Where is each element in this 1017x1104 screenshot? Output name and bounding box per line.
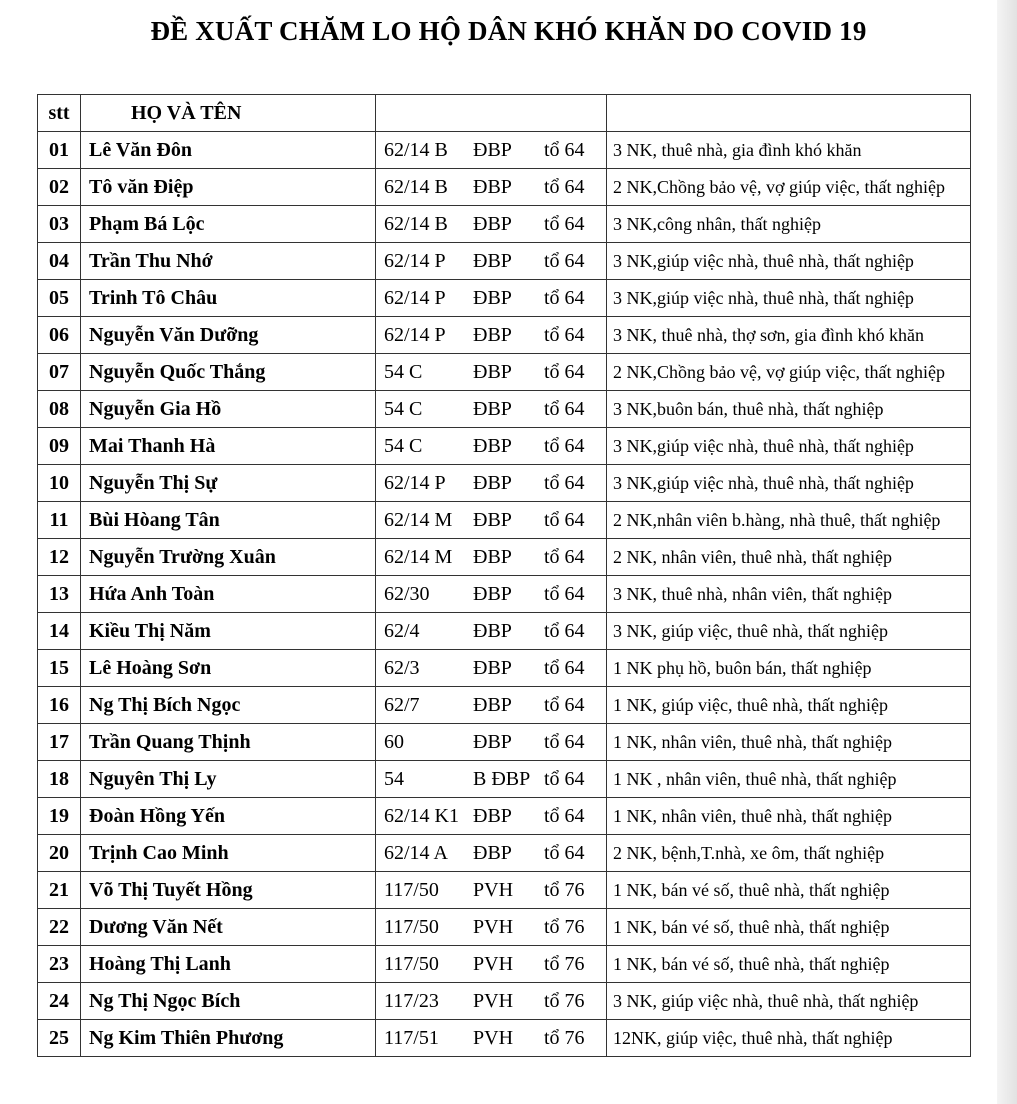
row-name: Mai Thanh Hà	[81, 428, 376, 465]
row-house-number: 60	[384, 730, 404, 753]
row-address	[376, 465, 607, 502]
row-note: 2 NK,Chồng bảo vệ, vợ giúp việc, thất nghiệp	[607, 354, 971, 391]
row-group: tổ 64	[544, 360, 585, 383]
row-group: tổ 64	[544, 508, 585, 531]
row-address	[376, 909, 607, 946]
row-house-number: 62/14 M	[384, 545, 453, 568]
row-stt: 07	[38, 354, 81, 391]
row-stt: 05	[38, 280, 81, 317]
row-note: 3 NK, thuê nhà, nhân viên, thất nghiệp	[607, 576, 971, 613]
table-row	[38, 983, 971, 1020]
row-note: 1 NK , nhân viên, thuê nhà, thất nghiệp	[607, 761, 971, 798]
row-street: ĐBP	[473, 360, 512, 383]
row-house-number: 62/30	[384, 582, 430, 605]
row-house-number: 62/14 B	[384, 212, 448, 235]
table-row	[38, 539, 971, 576]
table-row	[38, 724, 971, 761]
row-name: Nguyễn Gia Hồ	[81, 391, 376, 428]
row-note: 3 NK, thuê nhà, thợ sơn, gia đình khó khăn	[607, 317, 971, 354]
row-address	[376, 502, 607, 539]
table-row	[38, 1020, 971, 1057]
row-house-number: 62/14 P	[384, 471, 446, 494]
row-house-number: 62/14 P	[384, 286, 446, 309]
row-address	[376, 872, 607, 909]
row-street: PVH	[473, 989, 514, 1012]
header-address	[376, 95, 607, 132]
row-street: ĐBP	[473, 730, 512, 753]
table-row	[38, 354, 971, 391]
row-note: 1 NK, nhân viên, thuê nhà, thất nghiệp	[607, 724, 971, 761]
row-stt: 24	[38, 983, 81, 1020]
row-group: tổ 64	[544, 767, 585, 790]
row-house-number: 54 C	[384, 434, 423, 457]
row-address	[376, 132, 607, 169]
row-street: ĐBP	[473, 582, 512, 605]
row-group: tổ 64	[544, 841, 585, 864]
table-row	[38, 280, 971, 317]
row-address	[376, 687, 607, 724]
row-group: tổ 76	[544, 952, 585, 975]
row-note: 3 NK, giúp việc nhà, thuê nhà, thất nghiệp	[607, 983, 971, 1020]
row-address	[376, 576, 607, 613]
row-name: Võ Thị Tuyết Hồng	[81, 872, 376, 909]
row-group: tổ 76	[544, 1026, 585, 1049]
row-house-number: 62/14 P	[384, 323, 446, 346]
row-name: Nguyên Thị Ly	[81, 761, 376, 798]
row-stt: 15	[38, 650, 81, 687]
table-row	[38, 946, 971, 983]
row-group: tổ 64	[544, 212, 585, 235]
row-stt: 18	[38, 761, 81, 798]
row-street: ĐBP	[473, 804, 512, 827]
row-group: tổ 64	[544, 434, 585, 457]
row-house-number: 62/14 B	[384, 175, 448, 198]
row-name: Kiều Thị Năm	[81, 613, 376, 650]
row-address	[376, 1020, 607, 1057]
row-stt: 23	[38, 946, 81, 983]
table-row	[38, 687, 971, 724]
row-stt: 11	[38, 502, 81, 539]
row-group: tổ 64	[544, 286, 585, 309]
row-stt: 14	[38, 613, 81, 650]
row-address	[376, 798, 607, 835]
row-street: ĐBP	[473, 508, 512, 531]
row-group: tổ 64	[544, 397, 585, 420]
row-stt: 01	[38, 132, 81, 169]
row-street: ĐBP	[473, 323, 512, 346]
row-note: 2 NK,Chồng bảo vệ, vợ giúp việc, thất nghiệp	[607, 169, 971, 206]
row-note: 1 NK, giúp việc, thuê nhà, thất nghiệp	[607, 687, 971, 724]
row-house-number: 62/14 K1	[384, 804, 459, 827]
row-group: tổ 64	[544, 138, 585, 161]
row-house-number: 54 C	[384, 360, 423, 383]
row-street: PVH	[473, 952, 514, 975]
row-stt: 04	[38, 243, 81, 280]
table-header-row	[38, 95, 971, 132]
row-house-number: 117/50	[384, 915, 439, 938]
row-street: ĐBP	[473, 397, 512, 420]
row-name: Lê Hoàng Sơn	[81, 650, 376, 687]
row-address	[376, 243, 607, 280]
header-stt: stt	[38, 95, 81, 132]
row-street: ĐBP	[473, 175, 512, 198]
row-stt: 16	[38, 687, 81, 724]
row-street: ĐBP	[473, 434, 512, 457]
row-name: Ng Thị Bích Ngọc	[81, 687, 376, 724]
row-note: 1 NK, bán vé số, thuê nhà, thất nghiệp	[607, 909, 971, 946]
row-street: B ĐBP	[473, 767, 531, 790]
row-group: tổ 64	[544, 323, 585, 346]
table-row	[38, 909, 971, 946]
row-note: 3 NK,công nhân, thất nghiệp	[607, 206, 971, 243]
row-house-number: 62/14 M	[384, 508, 453, 531]
table-row	[38, 650, 971, 687]
header-name: HỌ VÀ TÊN	[81, 95, 376, 132]
table-row	[38, 391, 971, 428]
row-name: Ng Thị Ngọc Bích	[81, 983, 376, 1020]
table-row	[38, 169, 971, 206]
row-note: 3 NK,giúp việc nhà, thuê nhà, thất nghiệp	[607, 428, 971, 465]
row-street: PVH	[473, 915, 514, 938]
row-name: Nguyễn Văn Dưỡng	[81, 317, 376, 354]
table-row	[38, 428, 971, 465]
document-title: ĐỀ XUẤT CHĂM LO HỘ DÂN KHÓ KHĂN DO COVID 19	[150, 16, 867, 46]
row-name: Trịnh Cao Minh	[81, 835, 376, 872]
row-house-number: 62/14 B	[384, 138, 448, 161]
row-name: Bùi Hòang Tân	[81, 502, 376, 539]
row-house-number: 62/3	[384, 656, 420, 679]
row-note: 2 NK,nhân viên b.hàng, nhà thuê, thất nghiệp	[607, 502, 971, 539]
row-address	[376, 835, 607, 872]
row-house-number: 117/50	[384, 952, 439, 975]
row-stt: 09	[38, 428, 81, 465]
row-name: Hoàng Thị Lanh	[81, 946, 376, 983]
row-group: tổ 76	[544, 878, 585, 901]
row-street: ĐBP	[473, 286, 512, 309]
row-name: Nguyễn Quốc Thắng	[81, 354, 376, 391]
row-stt: 08	[38, 391, 81, 428]
row-stt: 12	[38, 539, 81, 576]
row-house-number: 62/14 A	[384, 841, 448, 864]
row-house-number: 117/50	[384, 878, 439, 901]
row-street: ĐBP	[473, 212, 512, 235]
row-house-number: 62/7	[384, 693, 420, 716]
row-address	[376, 539, 607, 576]
row-note: 3 NK,buôn bán, thuê nhà, thất nghiệp	[607, 391, 971, 428]
row-note: 1 NK phụ hồ, buôn bán, thất nghiệp	[607, 650, 971, 687]
row-street: ĐBP	[473, 249, 512, 272]
row-name: Nguyễn Thị Sự	[81, 465, 376, 502]
row-address	[376, 613, 607, 650]
row-note: 1 NK, bán vé số, thuê nhà, thất nghiệp	[607, 872, 971, 909]
row-name: Đoàn Hồng Yến	[81, 798, 376, 835]
row-address	[376, 391, 607, 428]
row-address	[376, 169, 607, 206]
table-row	[38, 206, 971, 243]
row-address	[376, 206, 607, 243]
row-name: Phạm Bá Lộc	[81, 206, 376, 243]
row-group: tổ 64	[544, 804, 585, 827]
row-note: 1 NK, bán vé số, thuê nhà, thất nghiệp	[607, 946, 971, 983]
row-house-number: 54	[384, 767, 404, 790]
row-street: ĐBP	[473, 841, 512, 864]
row-address	[376, 650, 607, 687]
row-address	[376, 280, 607, 317]
row-house-number: 62/4	[384, 619, 420, 642]
row-street: ĐBP	[473, 138, 512, 161]
row-street: ĐBP	[473, 471, 512, 494]
row-stt: 02	[38, 169, 81, 206]
row-note: 2 NK, bệnh,T.nhà, xe ôm, thất nghiệp	[607, 835, 971, 872]
household-table	[37, 94, 971, 1057]
row-address	[376, 428, 607, 465]
row-note: 1 NK, nhân viên, thuê nhà, thất nghiệp	[607, 798, 971, 835]
row-address	[376, 983, 607, 1020]
row-note: 3 NK,giúp việc nhà, thuê nhà, thất nghiệp	[607, 280, 971, 317]
row-group: tổ 76	[544, 915, 585, 938]
table-row	[38, 465, 971, 502]
row-street: ĐBP	[473, 693, 512, 716]
row-house-number: 62/14 P	[384, 249, 446, 272]
table-row	[38, 243, 971, 280]
row-name: Dương Văn Nết	[81, 909, 376, 946]
row-name: Nguyễn Trường Xuân	[81, 539, 376, 576]
table-row	[38, 872, 971, 909]
row-name: Hứa Anh Toàn	[81, 576, 376, 613]
row-street: PVH	[473, 878, 514, 901]
row-group: tổ 64	[544, 693, 585, 716]
row-street: ĐBP	[473, 619, 512, 642]
row-name: Ng Kim Thiên Phương	[81, 1020, 376, 1057]
table-row	[38, 835, 971, 872]
row-stt: 13	[38, 576, 81, 613]
row-name: Trần Thu Nhớ	[81, 243, 376, 280]
row-address	[376, 317, 607, 354]
row-house-number: 117/51	[384, 1026, 439, 1049]
row-street: ĐBP	[473, 545, 512, 568]
row-stt: 17	[38, 724, 81, 761]
row-stt: 03	[38, 206, 81, 243]
table-row	[38, 576, 971, 613]
row-note: 3 NK,giúp việc nhà, thuê nhà, thất nghiệp	[607, 243, 971, 280]
row-group: tổ 76	[544, 989, 585, 1012]
row-group: tổ 64	[544, 730, 585, 753]
row-address	[376, 354, 607, 391]
row-group: tổ 64	[544, 249, 585, 272]
table-row	[38, 761, 971, 798]
row-name: Tô văn Điệp	[81, 169, 376, 206]
row-address	[376, 946, 607, 983]
row-group: tổ 64	[544, 656, 585, 679]
table-row	[38, 613, 971, 650]
row-stt: 19	[38, 798, 81, 835]
row-note: 2 NK, nhân viên, thuê nhà, thất nghiệp	[607, 539, 971, 576]
row-stt: 20	[38, 835, 81, 872]
row-name: Trần Quang Thịnh	[81, 724, 376, 761]
table-row	[38, 132, 971, 169]
row-address	[376, 761, 607, 798]
row-group: tổ 64	[544, 619, 585, 642]
row-note: 3 NK, giúp việc, thuê nhà, thất nghiệp	[607, 613, 971, 650]
row-note: 3 NK,giúp việc nhà, thuê nhà, thất nghiệp	[607, 465, 971, 502]
table-row	[38, 798, 971, 835]
row-note: 12NK, giúp việc, thuê nhà, thất nghiệp	[607, 1020, 971, 1057]
row-note: 3 NK, thuê nhà, gia đình khó khăn	[607, 132, 971, 169]
row-stt: 25	[38, 1020, 81, 1057]
row-group: tổ 64	[544, 582, 585, 605]
row-house-number: 117/23	[384, 989, 439, 1012]
row-street: ĐBP	[473, 656, 512, 679]
row-name: Trinh Tô Châu	[81, 280, 376, 317]
row-stt: 06	[38, 317, 81, 354]
row-group: tổ 64	[544, 175, 585, 198]
row-stt: 10	[38, 465, 81, 502]
row-street: PVH	[473, 1026, 514, 1049]
page-edge-shadow	[997, 0, 1017, 1104]
header-note	[607, 95, 971, 132]
row-house-number: 54 C	[384, 397, 423, 420]
row-stt: 21	[38, 872, 81, 909]
table-row	[38, 502, 971, 539]
row-address	[376, 724, 607, 761]
row-stt: 22	[38, 909, 81, 946]
table-row	[38, 317, 971, 354]
row-group: tổ 64	[544, 545, 585, 568]
row-name: Lê Văn Đôn	[81, 132, 376, 169]
row-group: tổ 64	[544, 471, 585, 494]
